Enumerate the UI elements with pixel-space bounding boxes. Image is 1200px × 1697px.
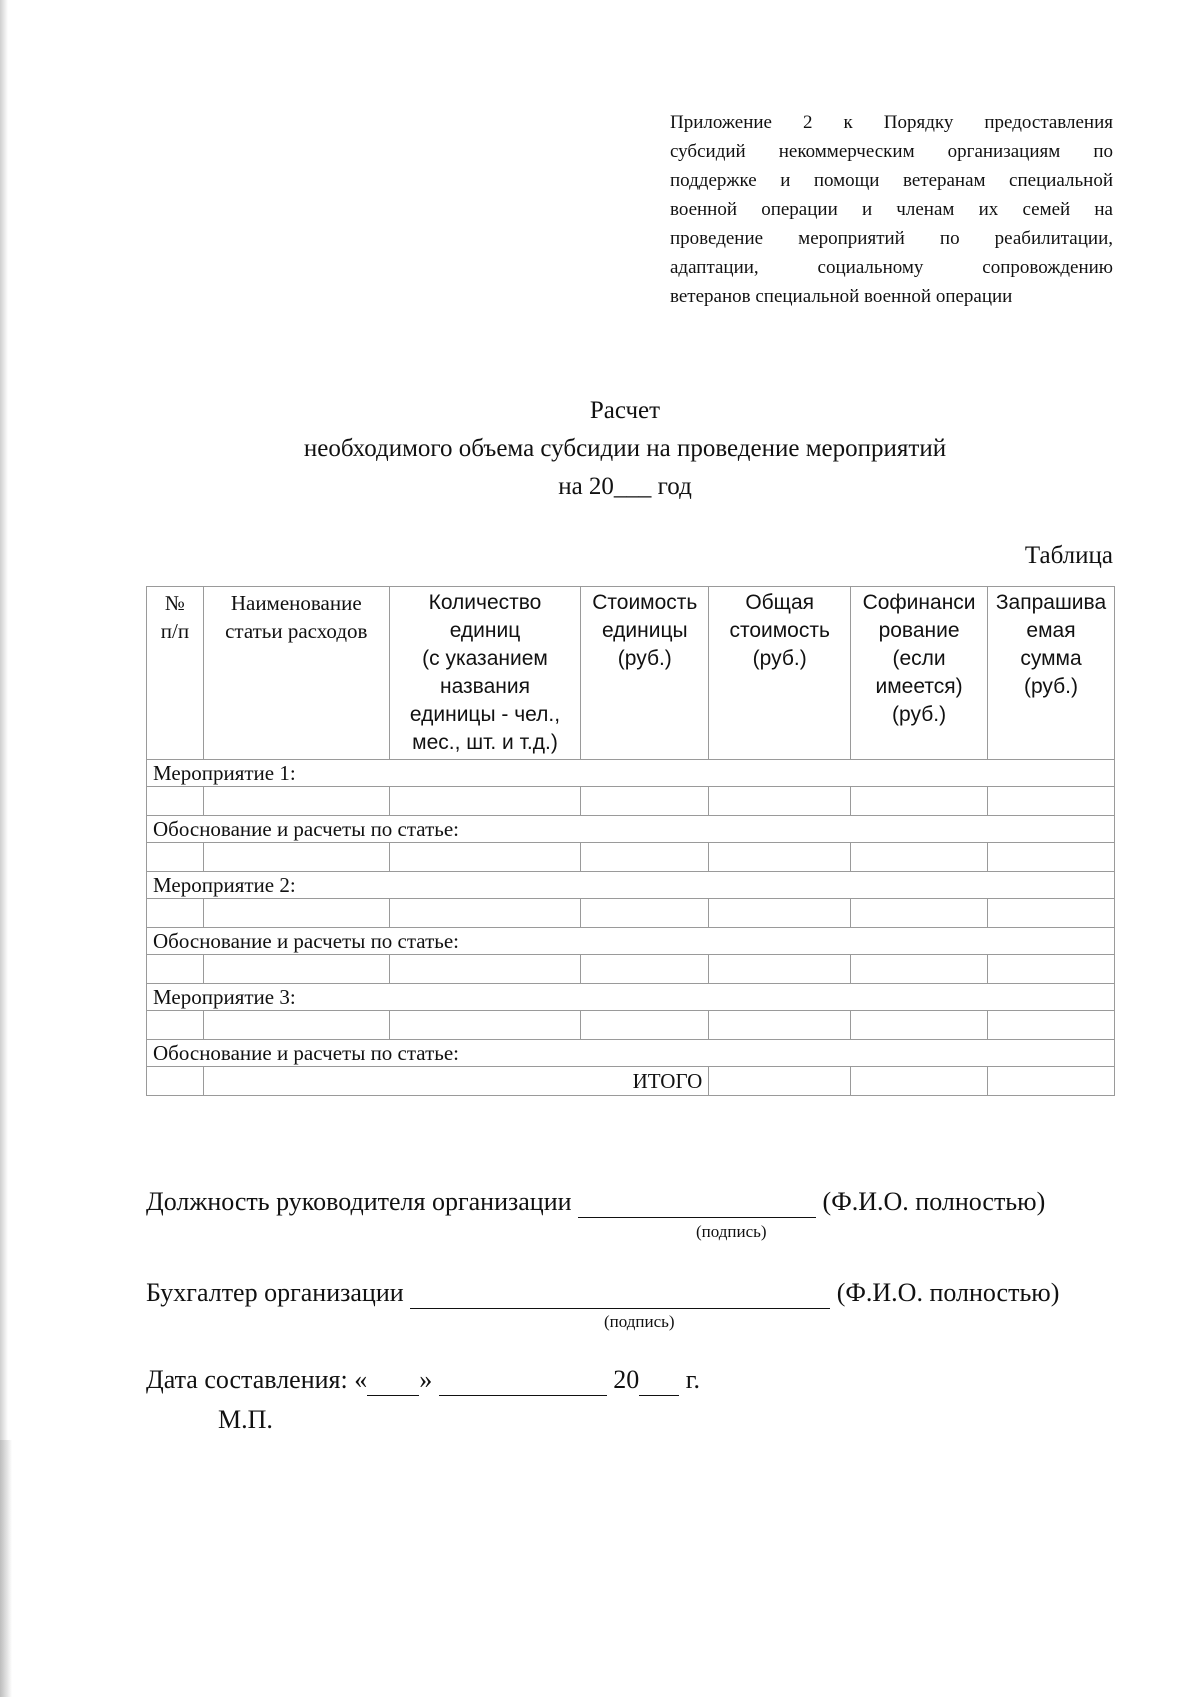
table-cell[interactable]	[709, 843, 851, 872]
table-cell[interactable]	[988, 787, 1115, 816]
table-cell[interactable]	[851, 1011, 988, 1040]
table-cell[interactable]	[203, 843, 389, 872]
date-year-suffix: г.	[685, 1365, 700, 1394]
date-close-quote: »	[419, 1365, 433, 1394]
table-section-row	[147, 816, 1115, 843]
date-year-prefix: 20	[613, 1365, 640, 1394]
table-cell[interactable]	[581, 1011, 709, 1040]
table-cell[interactable]	[389, 1011, 581, 1040]
table-cell[interactable]	[389, 955, 581, 984]
document-title	[130, 392, 1120, 506]
header-text: Наименование	[230, 591, 362, 615]
accountant-label: Бухгалтер организации	[146, 1278, 404, 1307]
table-cell[interactable]	[851, 787, 988, 816]
header-cell-number	[147, 587, 204, 760]
title-line-1: Расчет	[589, 397, 661, 424]
appendix-line: адаптации, социальному сопровождению	[670, 257, 1113, 278]
header-cell-cofinancing	[851, 587, 988, 760]
table-cell[interactable]	[147, 955, 204, 984]
table-row	[147, 1011, 1115, 1040]
table-cell[interactable]	[988, 899, 1115, 928]
accountant-signature-caption: (подпись)	[604, 1312, 675, 1331]
table-cell[interactable]	[581, 787, 709, 816]
table-cell[interactable]	[581, 843, 709, 872]
head-signature-line	[146, 1187, 1045, 1218]
header-text: емая	[1026, 619, 1076, 642]
section-label: Мероприятие 3:	[147, 984, 1115, 1011]
header-text: статьи расходов	[225, 619, 368, 643]
header-text: (с указанием	[422, 647, 548, 670]
table-cell[interactable]	[851, 899, 988, 928]
table-cell[interactable]	[709, 955, 851, 984]
title-line-3: на 20___ год	[558, 473, 692, 500]
total-cell-requested-amount[interactable]	[988, 1067, 1115, 1096]
accountant-signature-line	[146, 1278, 1059, 1309]
table-cell[interactable]	[709, 899, 851, 928]
header-text: единицы	[601, 619, 688, 642]
header-cell-expense-name	[203, 587, 389, 760]
table-section-row	[147, 928, 1115, 955]
stamp-place-label: М.П.	[218, 1405, 273, 1434]
table-cell[interactable]	[581, 899, 709, 928]
head-fio-label: (Ф.И.О. полностью)	[822, 1187, 1046, 1216]
table-section-row	[147, 872, 1115, 899]
table-cell[interactable]	[147, 787, 204, 816]
table-cell[interactable]	[389, 787, 581, 816]
header-text: п/п	[160, 619, 190, 643]
header-cell-total-cost	[709, 587, 851, 760]
date-year-field[interactable]	[639, 1365, 679, 1396]
total-label: ИТОГО	[203, 1067, 708, 1096]
table-cell[interactable]	[709, 787, 851, 816]
accountant-fio-label: (Ф.И.О. полностью)	[836, 1278, 1060, 1307]
table-row	[147, 899, 1115, 928]
header-text: стоимость	[729, 619, 830, 642]
table-cell[interactable]	[203, 1011, 389, 1040]
appendix-line: ветеранов специальной военной операции	[670, 286, 1013, 307]
table-section-row	[147, 984, 1115, 1011]
header-cell-requested-amount	[988, 587, 1115, 760]
table-row	[147, 955, 1115, 984]
head-signature-field[interactable]	[578, 1187, 816, 1218]
table-cell[interactable]	[988, 843, 1115, 872]
header-text: Количество	[428, 591, 542, 614]
title-line-2: необходимого объема субсидии на проведение мероприятий	[303, 435, 947, 462]
header-text: имеется)	[875, 675, 963, 698]
header-text: рование	[878, 619, 960, 642]
date-day-field[interactable]	[367, 1365, 419, 1396]
appendix-line: военной операции и членам их семей на	[670, 199, 1113, 220]
scan-shadow-left-lower	[0, 1440, 12, 1697]
table-cell[interactable]	[851, 955, 988, 984]
date-label: Дата составления: «	[146, 1365, 368, 1394]
calculation-table	[146, 586, 1115, 1096]
header-text: №	[164, 591, 185, 615]
table-cell[interactable]	[147, 1011, 204, 1040]
header-text: единиц	[449, 619, 521, 642]
date-month-field[interactable]	[439, 1365, 607, 1396]
header-text: (если	[892, 647, 946, 670]
table-cell[interactable]	[389, 899, 581, 928]
table-cell[interactable]	[988, 1011, 1115, 1040]
table-header-row	[147, 587, 1115, 760]
table-cell[interactable]	[203, 787, 389, 816]
section-label: Мероприятие 1:	[147, 760, 1115, 787]
total-cell-total-cost[interactable]	[709, 1067, 851, 1096]
header-cell-unit-cost	[581, 587, 709, 760]
table-cell[interactable]	[389, 843, 581, 872]
section-label: Обоснование и расчеты по статье:	[147, 816, 1115, 843]
header-text: Стоимость	[592, 591, 698, 614]
table-cell[interactable]	[851, 843, 988, 872]
appendix-line: поддержке и помощи ветеранам специальной	[670, 170, 1113, 191]
table-section-row	[147, 1040, 1115, 1067]
table-total-row	[147, 1067, 1115, 1096]
header-text: (руб.)	[1023, 675, 1079, 698]
table-row	[147, 843, 1115, 872]
table-cell[interactable]	[147, 843, 204, 872]
head-position-label: Должность руководителя организации	[146, 1187, 572, 1216]
table-cell[interactable]	[581, 955, 709, 984]
section-label: Обоснование и расчеты по статье:	[147, 1040, 1115, 1067]
header-text: Запрашива	[995, 591, 1107, 614]
section-label: Мероприятие 2:	[147, 872, 1115, 899]
header-text: сумма	[1020, 647, 1082, 670]
table-section-row	[147, 760, 1115, 787]
table-cell[interactable]	[147, 899, 204, 928]
table-cell[interactable]	[203, 899, 389, 928]
header-text: (руб.)	[617, 647, 672, 670]
header-text: единицы - чел.,	[409, 703, 561, 726]
header-text: (руб.)	[752, 647, 807, 670]
header-text: (руб.)	[892, 703, 947, 726]
header-text: Общая	[745, 591, 815, 614]
appendix-line: Приложение 2 к Порядку предоставления	[670, 112, 1113, 133]
head-signature-caption: (подпись)	[696, 1222, 767, 1241]
header-text: названия	[440, 675, 530, 698]
header-cell-quantity	[389, 587, 581, 760]
date-line	[146, 1365, 700, 1396]
accountant-signature-field[interactable]	[410, 1278, 830, 1309]
header-text: Софинанси	[862, 591, 976, 614]
total-cell-cofinancing[interactable]	[851, 1067, 988, 1096]
header-text: мес., шт. и т.д.)	[412, 731, 558, 754]
table-cell[interactable]	[709, 1011, 851, 1040]
appendix-line: субсидий некоммерческим организациям по	[670, 141, 1113, 162]
table-label: Таблица	[1024, 542, 1113, 569]
appendix-line: проведение мероприятий по реабилитации,	[670, 228, 1113, 249]
section-label: Обоснование и расчеты по статье:	[147, 928, 1115, 955]
table-cell[interactable]	[988, 955, 1115, 984]
table-row	[147, 787, 1115, 816]
table-cell[interactable]	[147, 1067, 204, 1096]
appendix-note	[670, 108, 1113, 311]
table-cell[interactable]	[203, 955, 389, 984]
